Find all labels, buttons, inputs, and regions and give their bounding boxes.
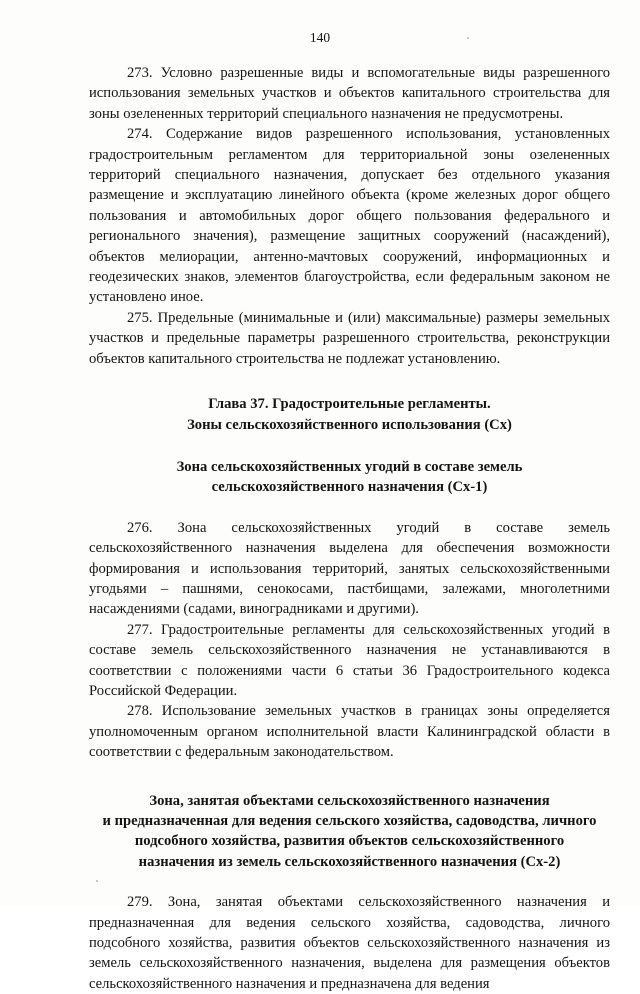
chapter-heading	[89, 394, 610, 435]
paragraph-279: 279. Зона, занятая объектами сельскохозяйственного назначения и предназначенная для ведения сельского хозяйства, садоводства, личного подсобного хозяйства, развития объектов сельскохозяйственного назначения из земель сельскохозяйственного назначения, выделена для размещения объектов сельскохозяйственного назначения и предназначена для ведения	[89, 894, 610, 992]
paragraph-273: 273. Условно разрешенные виды и вспомогательные виды разрешенного использования земельных участков и объектов капитального строительства для зоны озелененных территорий специального назначения не предусмотрены.	[89, 65, 610, 122]
scan-speck	[467, 37, 469, 39]
paragraph-277: 277. Градостроительные регламенты для сельскохозяйственных угодий в составе земель сельскохозяйственного назначения не устанавливаются в соответствии с положениями части 6 статьи 36 Градостроительного кодекса Российской Федерации.	[89, 621, 610, 699]
zone-heading-line: подсобного хозяйства, развития объектов сельскохозяйственного	[134, 833, 565, 850]
paragraph-276: 276. Зона сельскохозяйственных угодий в составе земель сельскохозяйственного назначения выделена для обеспечения возможности формирования и использования территорий, занятых сельскохозяйственными угодьями – пашнями, сенокосами, пастбищами, залежами, многолетними насаждениями (садами, виноградниками и другими).	[89, 519, 610, 618]
zone-cx2-heading	[89, 791, 610, 873]
chapter-heading-line: Глава 37. Градостроительные регламенты.	[208, 396, 491, 413]
zone-heading-line: назначения из земель сельскохозяйственного назначения (Сх-2)	[138, 853, 561, 870]
zone-heading-line: и предназначенная для ведения сельского хозяйства, садоводства, личного	[102, 813, 597, 829]
paragraph-278: 278. Использование земельных участков в границах зоны определяется уполномоченным органом исполнительной власти Калининградской области в соответствии с федеральным законодательством.	[89, 703, 610, 761]
zone-heading-line: Зона сельскохозяйственных угодий в составе земель	[176, 458, 523, 475]
zone-heading-line: сельскохозяйственного назначения (Сх-1)	[211, 479, 488, 496]
document-body	[89, 63, 610, 994]
zone-cx1-heading	[89, 457, 610, 498]
chapter-heading-line: Зоны сельскохозяйственного использования (Сх)	[187, 416, 512, 433]
paragraph-274: 274. Содержание видов разрешенного использования, установленных градостроительным регламентом для территориальной зоны озелененных территорий специального назначения, допускает без отдельного указания размещение и эксплуатацию линейного объекта (кроме железных дорог общего пользования и автомобильных дорог общего пользования федерального и регионального значения), размещение защитных сооружений (насаждений), объектов мелиорации, антенно-мачтовых сооружений, информационных и геодезических знаков, элементов благоустройства, если федеральным законом не установлено иное.	[89, 126, 610, 306]
zone-heading-line: Зона, занятая объектами сельскохозяйственного назначения	[149, 792, 550, 809]
paragraph-275: 275. Предельные (минимальные и (или) максимальные) размеры земельных участков и предельные параметры разрешенного строительства, реконструкции объектов капитального строительства не подлежат установлению.	[89, 309, 610, 367]
scan-speck	[96, 880, 98, 882]
page-number: 140	[309, 30, 331, 45]
